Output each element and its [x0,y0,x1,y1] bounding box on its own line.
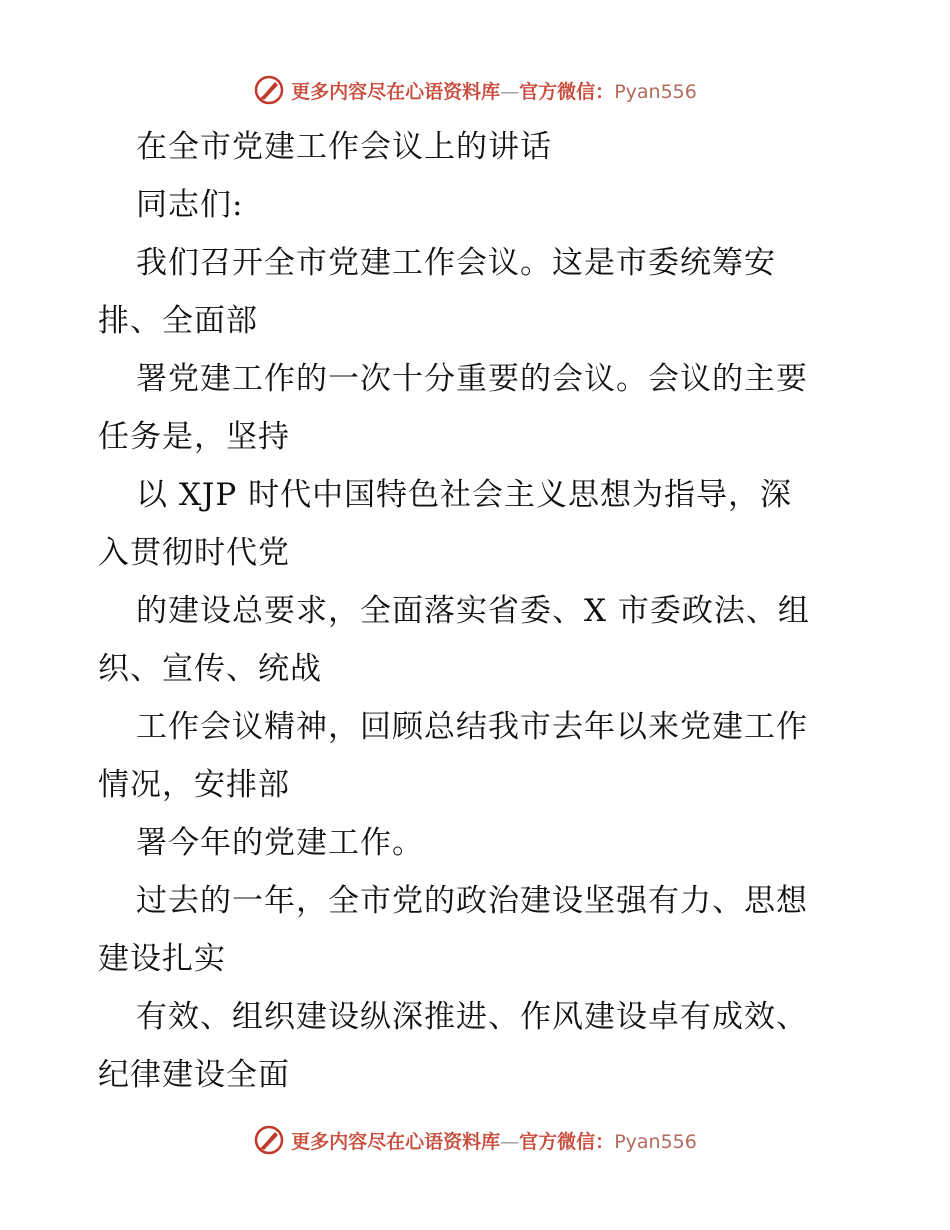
watermark-label: 官方微信： [519,80,615,103]
quill-logo-icon [253,1124,285,1156]
watermark-text [291,77,697,104]
paragraph-line: 工作会议精神，回顾总结我市去年以来党建工作 [136,709,808,745]
paragraph-line: 入贯彻时代党 [98,535,290,571]
watermark-text [291,1127,697,1154]
header-watermark [0,70,950,110]
paragraph-line: 排、全面部 [98,303,258,339]
quill-logo-icon [253,74,285,106]
paragraph-line: 纪律建设全面 [98,1057,290,1093]
paragraph-line: 署今年的党建工作。 [136,825,424,861]
paragraph-line: 过去的一年，全市党的政治建设坚强有力、思想 [136,883,808,919]
paragraph-line: 建设扎实 [98,941,226,977]
watermark-dash: — [500,80,520,103]
paragraph-line: 织、宣传、统战 [98,651,322,687]
salutation: 同志们: [136,187,244,223]
watermark-brand: 更多内容尽在心语资料库 [291,1130,501,1153]
paragraph-line: 署党建工作的一次十分重要的会议。会议的主要 [136,361,808,397]
document-title: 在全市党建工作会议上的讲话 [136,129,552,165]
footer-watermark [0,1120,950,1160]
paragraph-line: 有效、组织建设纵深推进、作风建设卓有成效、 [136,999,808,1035]
watermark-brand: 更多内容尽在心语资料库 [291,80,501,103]
watermark-handle: Pyan556 [614,80,697,103]
watermark-label: 官方微信： [519,1130,615,1153]
paragraph-line: 任务是，坚持 [98,419,290,455]
paragraph-line: 以 XJP 时代中国特色社会主义思想为指导，深 [136,477,793,513]
paragraph-line: 的建设总要求，全面落实省委、X 市委政法、组 [136,593,810,629]
watermark-dash: — [500,1130,520,1153]
watermark-handle: Pyan556 [614,1130,697,1153]
paragraph-line: 我们召开全市党建工作会议。这是市委统筹安 [136,245,776,281]
paragraph-line: 情况，安排部 [98,767,290,803]
